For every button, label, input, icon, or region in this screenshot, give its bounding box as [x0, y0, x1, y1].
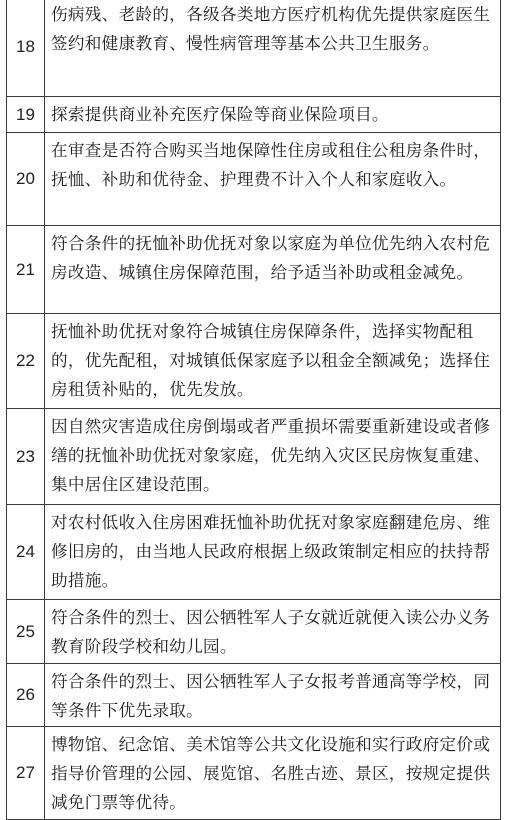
row-text: 伤病残、老龄的，各级各类地方医疗机构优先提供家庭医生签约和健康教育、慢性病管理等基本公共卫生服务。 [51, 5, 491, 53]
table-row [7, 599, 500, 663]
row-text: 因自然灾害造成住房倒塌或者严重损坏需要重新建设或者修缮的抚恤补助优抚对象家庭，优先纳入灾区民房恢复重建、集中居住区建设范围。 [51, 417, 491, 494]
row-number: 20 [7, 133, 45, 225]
row-number: 25 [7, 600, 45, 663]
row-text: 博物馆、纪念馆、美术馆等公共文化设施和实行政府定价或指导价管理的公园、展览馆、名胜古迹、景区，按规定提供减免门票等优待。 [51, 735, 491, 812]
table-row [7, 408, 500, 504]
row-number: 21 [7, 226, 45, 313]
row-text: 探索提供商业补充医疗保险等商业保险项目。 [51, 105, 389, 124]
row-number: 24 [7, 505, 45, 599]
row-text: 符合条件的抚恤补助优抚对象以家庭为单位优先纳入农村危房改造、城镇住房保障范围，给予适当补助或租金减免。 [51, 234, 491, 282]
row-number: 22 [7, 314, 45, 408]
table-row [7, 132, 500, 225]
row-number: 23 [7, 409, 45, 504]
row-text: 在审查是否符合购买当地保障性住房或租住公租房条件时，抚恤、补助和优待金、护理费不计入个人和家庭收入。 [51, 141, 491, 189]
row-text: 符合条件的烈士、因公牺牲军人子女就近就便入读公办义务教育阶段学校和幼儿园。 [51, 608, 491, 656]
table-row [7, 313, 500, 408]
table-row [7, 0, 500, 96]
row-text: 对农村低收入住房困难抚恤补助优抚对象家庭翻建危房、维修旧房的，由当地人民政府根据上级政策制定相应的扶持帮助措施。 [51, 513, 491, 590]
table-row [7, 504, 500, 599]
policy-table [6, 0, 501, 820]
table-row [7, 726, 500, 819]
row-number: 26 [7, 664, 45, 726]
table-row [7, 96, 500, 132]
table-row [7, 663, 500, 726]
row-text: 抚恤补助优抚对象符合城镇住房保障条件，选择实物配租的，优先配租，对城镇低保家庭予以租金全额减免；选择住房租赁补贴的，优先发放。 [51, 322, 491, 399]
row-number: 27 [7, 727, 45, 819]
table-row [7, 225, 500, 313]
row-number: 19 [7, 97, 45, 132]
row-number: 18 [7, 0, 45, 96]
row-text: 符合条件的烈士、因公牺牲军人子女报考普通高等学校，同等条件下优先录取。 [51, 672, 491, 720]
